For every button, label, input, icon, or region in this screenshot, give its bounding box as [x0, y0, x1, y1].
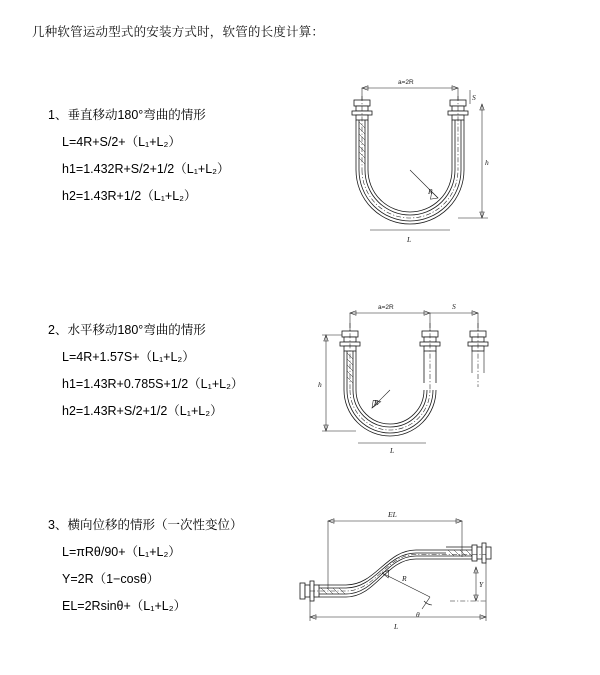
- section-1-title: 1、垂直移动180°弯曲的情形: [48, 108, 206, 122]
- dim-label-a2r: a=2R: [398, 79, 414, 86]
- vertical-180-bend-diagram: [310, 70, 500, 270]
- section-2-formula-1: L=4R+1.57S+（L₁+L₂）: [62, 350, 195, 364]
- section-1-formula-3: h2=1.43R+1/2（L₁+L₂）: [62, 189, 197, 203]
- horizontal-180-bend-diagram: [310, 295, 500, 475]
- length-label: L: [407, 235, 412, 244]
- y-offset-label: Y: [479, 580, 484, 589]
- lateral-offset-diagram: [290, 505, 500, 635]
- section-3-title: 3、横向位移的情形（一次性变位）: [48, 518, 243, 532]
- height-label: h: [485, 158, 489, 167]
- section-3-text: [48, 515, 318, 614]
- length-label: L: [394, 622, 399, 631]
- radius-label: R: [402, 574, 407, 583]
- section-3-formula-1: L=πRθ/90+（L₁+L₂）: [62, 545, 181, 559]
- theta-label: θ: [416, 610, 420, 619]
- el-label: EL: [388, 510, 397, 519]
- section-1-formula-1: L=4R+S/2+（L₁+L₂）: [62, 135, 181, 149]
- section-2-formula-3: h2=1.43R+S/2+1/2（L₁+L₂）: [62, 404, 223, 418]
- dim-label-a2r: a=2R: [378, 304, 394, 311]
- stroke-label: S: [452, 302, 456, 311]
- length-label: L: [390, 446, 395, 455]
- section-3-formula-3: EL=2Rsinθ+（L₁+L₂）: [62, 599, 187, 613]
- radius-label: R: [428, 187, 433, 196]
- section-2-formula-2: h1=1.43R+0.785S+1/2（L₁+L₂）: [62, 377, 244, 391]
- height-label: h: [318, 380, 322, 389]
- section-2-title: 2、水平移动180°弯曲的情形: [48, 323, 206, 337]
- radius-label: R: [374, 398, 379, 407]
- section-3-formula-2: Y=2R（1−cosθ）: [62, 572, 160, 586]
- page-title: 几种软管运动型式的安装方式时，软管的长度计算：: [32, 25, 325, 39]
- stroke-label: S: [472, 93, 476, 102]
- section-1-formula-2: h1=1.432R+S/2+1/2（L₁+L₂）: [62, 162, 230, 176]
- section-1-text: [48, 105, 318, 204]
- section-2-text: [48, 320, 318, 419]
